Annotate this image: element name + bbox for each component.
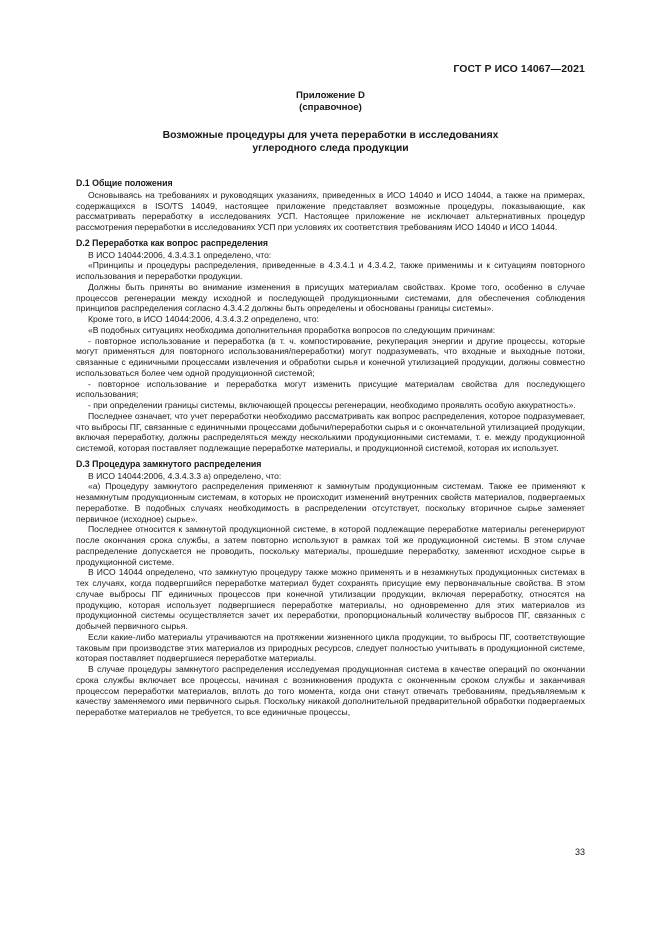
- page-number: 33: [574, 847, 585, 857]
- section-heading: D.2 Переработка как вопрос распределения: [76, 237, 269, 248]
- annex-title-line-2: углеродного следа продукции: [252, 143, 409, 154]
- paragraph: «Принципы и процедуры распределения, приведенные в 4.3.4.1 и 4.3.4.2, также применимы и к ситуациям повторного использования и переработки продукции.: [76, 260, 585, 281]
- paragraph: Последнее относится к замкнутой продукционной системе, в которой подлежащие переработке материалы регенерируют после окончания срока службы, а затем повторно используют в рамках той же продукционной системы. В этом случае распределение допускается не проводить, поскольку материалы, прошедшие переработку, заменяют исходное сырье в продукционной системе.: [76, 524, 585, 567]
- paragraph: В ИСО 14044 определено, что замкнутую процедуру также можно применять и в незамкнутых продукционных системах в тех случаях, когда подвергшийся переработке материал будет сохранять присущие ему первоначальные свойства. В этом случае выбросы ПГ единичных процессов при конечной утилизации продукции, включая переработку, относятся на продукцию, которая использует подвергшиеся переработке материалы, но одновременно для этих материалов из продукционной системы осуществляется зачет их переработки, пропорциональный количеству выбросов ПГ, связанных с добычей первичного сырья.: [76, 567, 585, 631]
- paragraph: Основываясь на требованиях и руководящих указаниях, приведенных в ИСО 14040 и ИСО 14044, а также на примерах, содержащихся в ISO/TS 14049, настоящее приложение представляет возможные процедуры, показывающие, как рассматривать переработку в исследованиях УСП. Настоящее приложение не исключает альтернативных процедур рассмотрения переработки в исследованиях УСП при условиях их соответствия требованиям ИСО 14040 и ИСО 14044.: [76, 189, 585, 232]
- paragraph: В ИСО 14044:2006, 4.3.4.3.3 а) определено, что:: [88, 470, 282, 481]
- list-item: - повторное использование и переработка (в т. ч. компостирование, рекуперация энергии и другие процессы, которые могут применяться для повторного использования/переработки) могут подразумевать, что входные и выходные потоки, связанные с единичными процессами извлечения и обработки сырья и конечной утилизацией продукции, должны совместно использоваться более чем одной продукционной системой;: [76, 335, 585, 378]
- paragraph: «В подобных ситуациях необходима дополнительная проработка вопросов по следующим причинам:: [88, 324, 496, 335]
- section-heading: D.3 Процедура замкнутого распределения: [76, 458, 262, 469]
- annex-title: [0, 129, 661, 155]
- paragraph: Кроме того, в ИСО 14044:2006, 4.3.4.3.2 определено, что:: [88, 314, 319, 324]
- list-item: - при определении границы системы, включающей процессы регенерации, необходимо проявлять особую аккуратность».: [88, 400, 576, 410]
- annex-label: Приложение D: [296, 90, 365, 101]
- paragraph: Последнее означает, что учет переработки необходимо рассматривать как вопрос распределения, которое подразумевает, что выбросы ПГ, связанные с единичными процессами добычи/переработки сырья и с окончательной утилизацией продукции, включая переработку, должны распределяться между несколькими продукционными системами, т. е. между продукционной системой, которая поставляет подлежащие переработке материалы, и продукционной системой, которая их использует.: [76, 410, 585, 453]
- annex-type: (справочное): [299, 102, 362, 113]
- annex-heading: [0, 90, 661, 114]
- document-body: [76, 178, 585, 718]
- annex-title-line-1: Возможные процедуры для учета переработки в исследованиях: [162, 130, 499, 141]
- paragraph: Должны быть приняты во внимание изменения в присущих материалам свойствах. Кроме того, особенно в случае процессов регенерации между исходной и последующей продукционными системами, для обеспечения соблюдения принципов распределения согласно 4.3.4.2 должны быть определены и обоснованы границы системы».: [76, 281, 585, 314]
- standard-designation: ГОСТ Р ИСО 14067—2021: [453, 63, 585, 75]
- paragraph: В ИСО 14044:2006, 4.3.4.3.1 определено, что:: [88, 249, 272, 260]
- paragraph: Если какие-либо материалы утрачиваются на протяжении жизненного цикла продукции, то выбросы ПГ, соответствующие таковым при производстве этих материалов из природных ресурсов, следует полностью учитывать в продукционной системе, которая поставляет подвергшиеся переработке материалы.: [76, 631, 585, 664]
- list-item: - повторное использование и переработка могут изменить присущие материалам свойства для последующего использования;: [76, 378, 585, 400]
- paragraph: В случае процедуры замкнутого распределения исследуемая продукционная система в качестве операций по окончании срока службы включает все процессы, начиная с возникновения продукта с оконченным сроком службы и заканчивая процессом переработки материалов, вплоть до того момента, когда они станут отвечать требованиям, предъявляемым к качеству заменяемого ими первичного сырья. Поскольку никакой дополнительной предварительной обработки подвергаемых переработке материалов не требуется, то все единичные процессы,: [76, 664, 585, 717]
- paragraph: «а) Процедуру замкнутого распределения применяют к замкнутым продукционным системам. Также ее применяют к незамкнутым продукционным системам, в которых не происходит изменений внутренних свойств материалов, подвергаемых переработке. В подобных случаях необходимость в распределении отсутствует, поскольку вторичное сырье заменяет первичное (исходное) сырье».: [76, 481, 585, 524]
- section-heading: D.1 Общие положения: [76, 178, 173, 188]
